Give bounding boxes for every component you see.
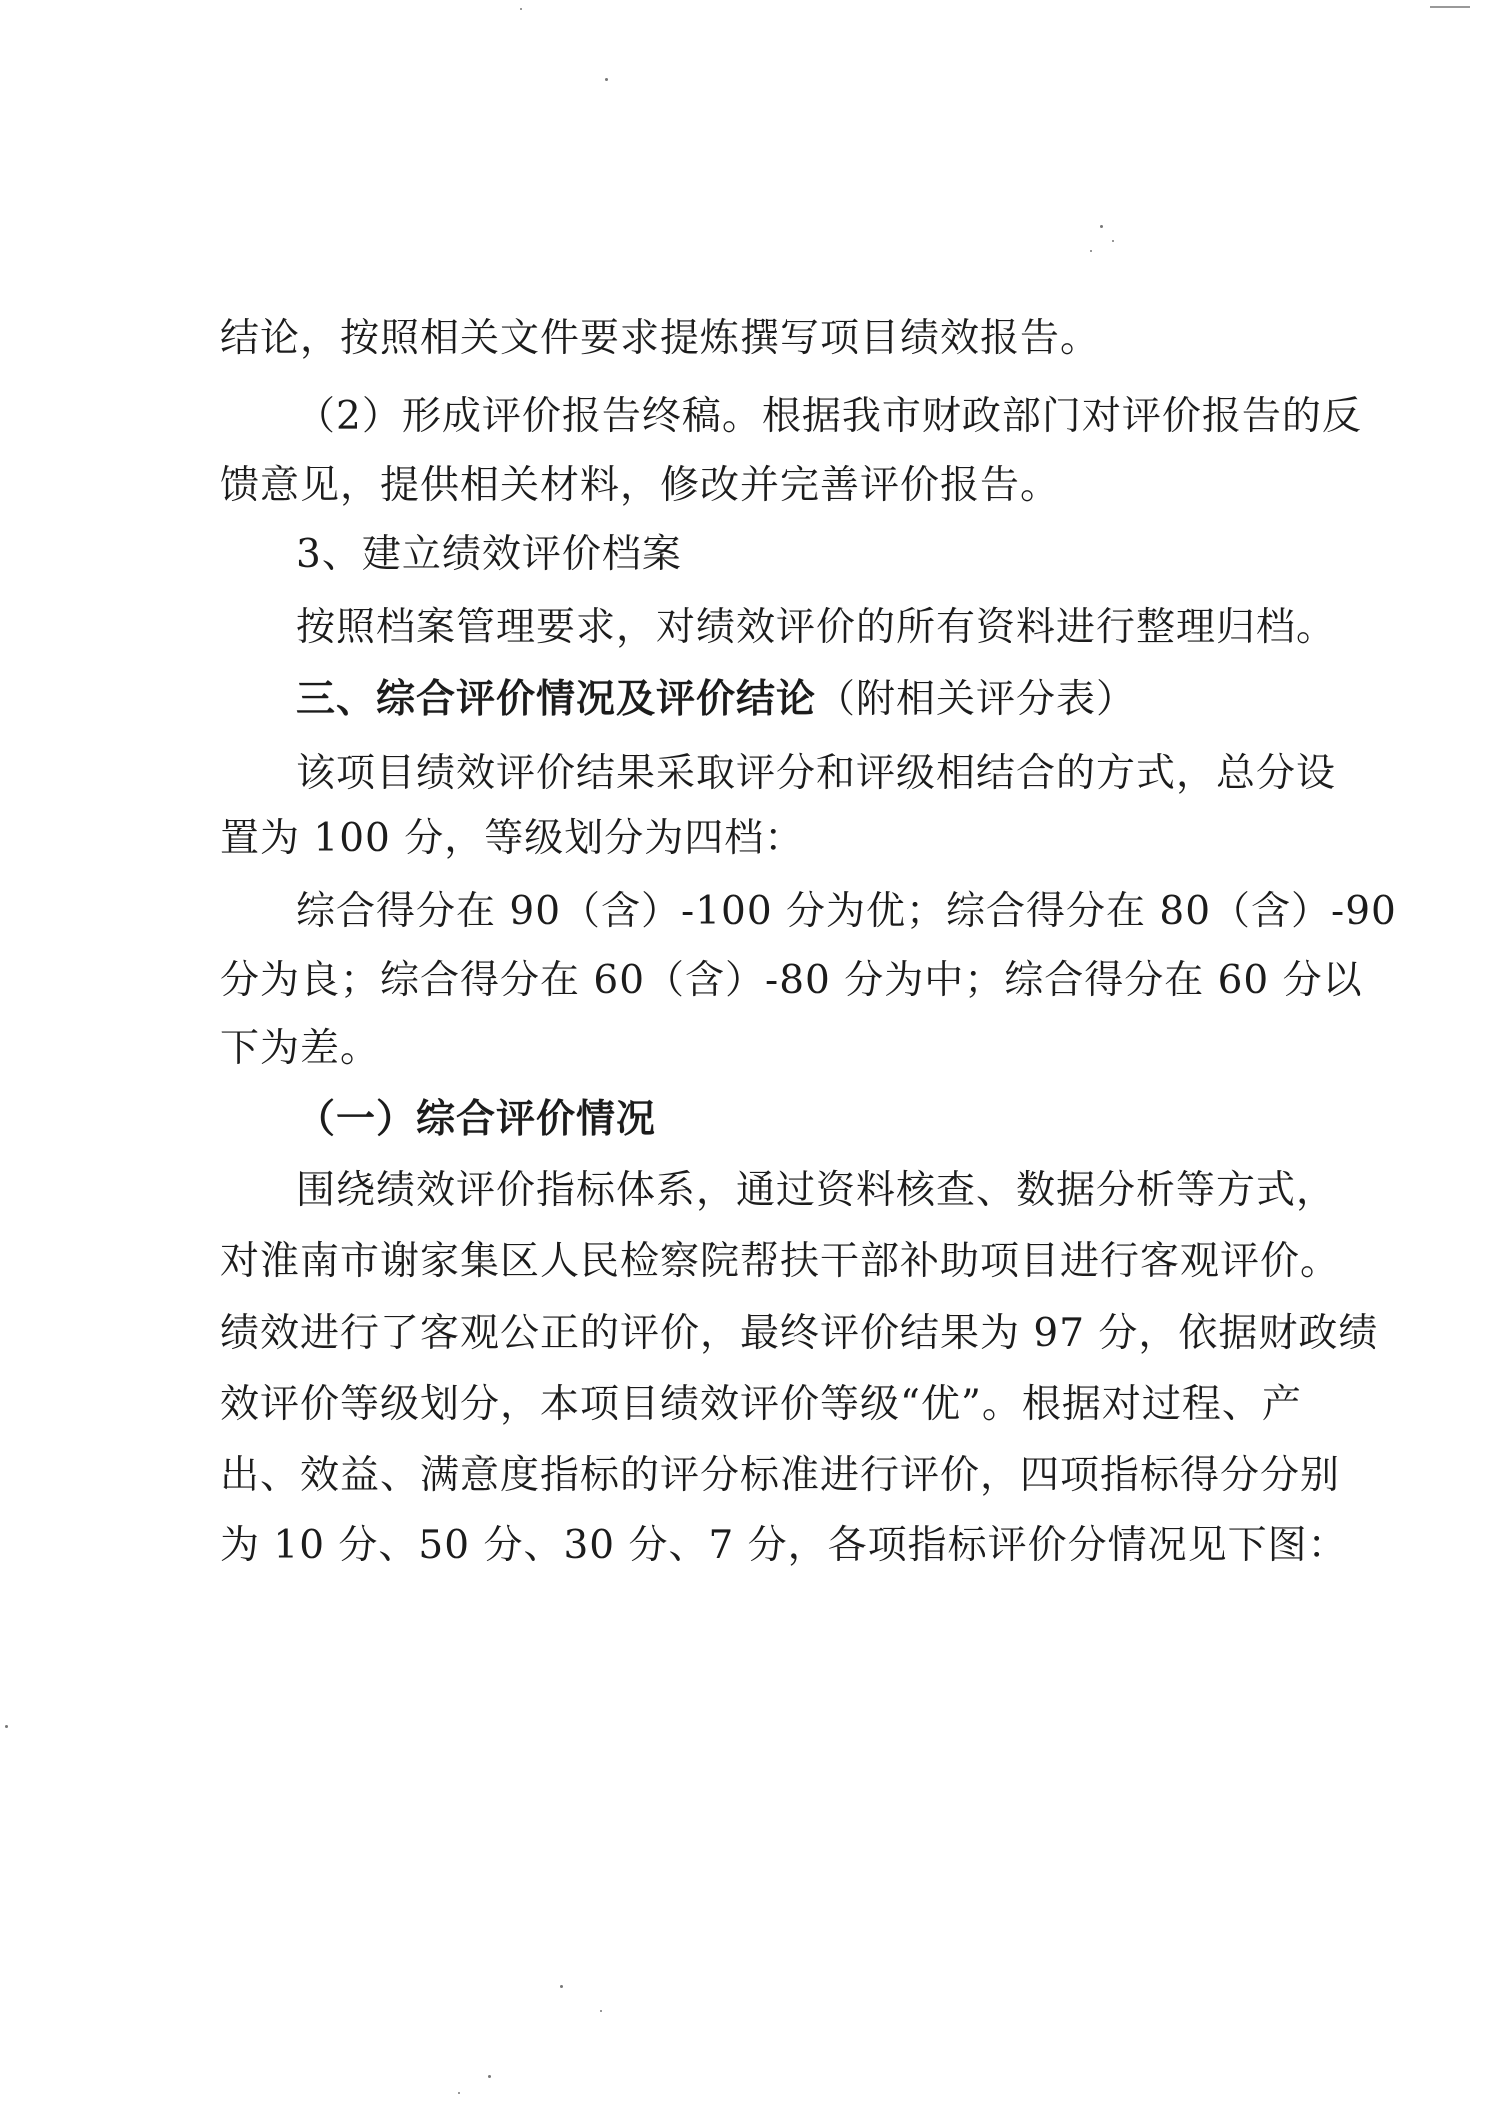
scan-edge-mark (1430, 6, 1470, 8)
paragraph-line: 绩效进行了客观公正的评价，最终评价结果为 97 分，依据财政绩 (220, 1311, 1379, 1356)
paragraph-line: 按照档案管理要求，对绩效评价的所有资料进行整理归档。 (296, 605, 1337, 650)
scan-speck (1100, 225, 1103, 228)
section-heading: 三、综合评价情况及评价结论 (296, 676, 817, 722)
scan-speck (1090, 250, 1092, 252)
section-heading-note: （附相关评分表） (816, 677, 1137, 722)
paragraph-line: 围绕绩效评价指标体系，通过资料核查、数据分析等方式， (296, 1168, 1337, 1213)
paragraph-line: 置为 100 分，等级划分为四档： (220, 816, 805, 861)
scan-speck (605, 78, 608, 81)
paragraph-line: （2）形成评价报告终稿。根据我市财政部门对评价报告的反 (296, 394, 1362, 439)
section-heading-row (296, 675, 1136, 724)
scan-speck (488, 2075, 491, 2078)
scan-speck (458, 2092, 460, 2094)
scan-speck (600, 2010, 602, 2012)
section-heading: 3、建立绩效评价档案 (296, 532, 682, 577)
paragraph-line: 为 10 分、50 分、30 分、7 分，各项指标评价分情况见下图： (220, 1523, 1348, 1568)
paragraph-line: 该项目绩效评价结果采取评分和评级相结合的方式，总分设 (296, 751, 1337, 796)
subsection-heading: （一）综合评价情况 (296, 1096, 657, 1142)
paragraph-line: 对淮南市谢家集区人民检察院帮扶干部补助项目进行客观评价。 (220, 1239, 1341, 1284)
paragraph-line: 馈意见，提供相关材料，修改并完善评价报告。 (220, 463, 1061, 508)
scan-speck (560, 1985, 563, 1988)
scan-speck (1112, 240, 1114, 242)
scan-speck (5, 1725, 8, 1728)
paragraph-line: 出、效益、满意度指标的评分标准进行评价，四项指标得分分别 (220, 1453, 1341, 1498)
paragraph-line: 综合得分在 90（含）-100 分为优；综合得分在 80（含）-90 (296, 889, 1397, 934)
paragraph-line: 下为差。 (220, 1026, 381, 1071)
paragraph-line: 分为良；综合得分在 60（含）-80 分为中；综合得分在 60 分以 (220, 958, 1363, 1003)
paragraph-line: 结论，按照相关文件要求提炼撰写项目绩效报告。 (220, 316, 1101, 361)
paragraph-line: 效评价等级划分，本项目绩效评价等级“优”。根据对过程、产 (220, 1382, 1302, 1427)
scan-speck (520, 8, 522, 10)
